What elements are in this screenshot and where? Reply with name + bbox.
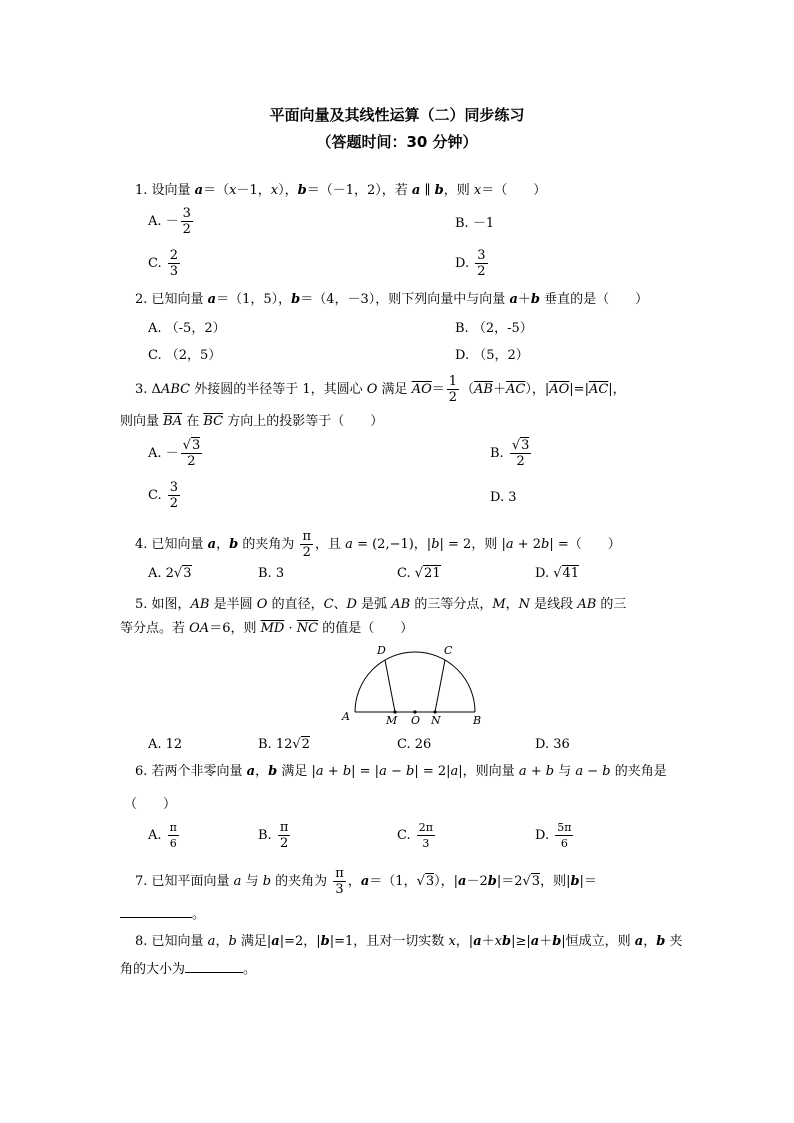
label-a: A — [342, 710, 350, 723]
q5-option-b: B. 12√2 — [258, 737, 310, 752]
segment-md — [385, 660, 395, 712]
q8-answer-blank[interactable] — [185, 972, 243, 973]
semicircle-figure — [340, 640, 490, 730]
q2-option-d: D. （5，2） — [455, 348, 529, 363]
q3-stem-line1: 3. ΔABC 外接圆的半径等于 1，其圆心 O 满足 $\overline{AO}=$ $\frac{1}{2}$ $(\overline{AB}+\overline{AC})$，$|\overline{AO}|=|\overline{AC}|$， — [135, 374, 626, 405]
q2-stem: 2. 已知向量 a＝（1，5），b＝（4，－3），则下列向量中与向量 a＋b 垂直的是（ ） — [135, 292, 649, 307]
label-c: C — [444, 644, 453, 657]
label-o: O — [411, 714, 421, 727]
q6-option-b: B. $\frac{\pi}{2}$ — [258, 820, 289, 851]
q6-stem-line2: （ ） — [124, 797, 177, 812]
q3-option-a: A. － $\frac{√3}{2}$ — [148, 438, 201, 469]
q1-option-a: A. － $\frac{3}{2}$ — [148, 206, 191, 237]
q6-option-a: A. $\frac{\pi}{6}$ — [148, 821, 177, 850]
q5-stem-line2: 等分点。若 OA＝6，则 $\overline{MD} \cdot \overline{NC}$ 的值是（ ） — [120, 621, 414, 636]
q3-option-c: C. $\frac{3}{2}$ — [148, 480, 179, 511]
q7-stem-line1: 7. 已知平面向量 a 与 b 的夹角为 $\frac{\pi}{3}$ ，a＝（1，√3），|a－2b|＝2√3，则|b|＝ — [135, 866, 597, 897]
q3-option-b: B. $\frac{√3}{2}$ — [490, 438, 530, 469]
q4-option-d: D. √41 — [535, 566, 580, 581]
q1-stem: 1. 设向量 a＝（x－1，x），b＝（－1，2），若 a ∥ b，则 x＝（ ） — [135, 183, 547, 198]
q3-stem-line2: 则向量 $\overline{BA}$ 在 $\overline{BC}$ 方向上的投影等于（ ） — [120, 414, 384, 429]
q3-option-d: D. 3 — [490, 490, 517, 505]
q2-option-c: C. （2，5） — [148, 348, 222, 363]
q6-option-c: C. $\frac{2\pi}{3}$ — [397, 821, 433, 850]
q1-option-c: C. $\frac{2}{3}$ — [148, 248, 179, 279]
label-n: N — [431, 714, 441, 727]
q6-option-d: D. $\frac{5\pi}{6}$ — [535, 821, 572, 850]
q2-option-a: A. （-5，2） — [148, 321, 226, 336]
q1-option-d: D. $\frac{3}{2}$ — [455, 248, 486, 279]
label-d: D — [377, 644, 386, 657]
q5-option-a: A. 12 — [148, 737, 183, 752]
q4-option-a: A. 2√3 — [148, 566, 192, 581]
q8-stem-line1: 8. 已知向量 a，b 满足|a|=2，|b|=1，且对一切实数 x，|a＋xb|≥|a＋b|恒成立，则 a，b 夹 — [135, 934, 683, 949]
q2-option-b: B. （2，-5） — [455, 321, 533, 336]
page-title: 平面向量及其线性运算（二）同步练习 — [269, 106, 525, 124]
segment-nc — [435, 660, 445, 712]
q5-option-d: D. 36 — [535, 737, 570, 752]
label-m: M — [386, 714, 398, 727]
q4-stem: 4. 已知向量 a，b 的夹角为 $\frac{\pi}{2}$ ，且 a = (2,−1)，|b| = 2，则 |a + 2b| =（ ） — [135, 529, 621, 560]
q7-answer-blank[interactable]: 。 — [120, 907, 205, 923]
semicircle-arc — [355, 652, 475, 712]
q1-option-b: B. －1 — [455, 216, 495, 231]
q5-stem-line1: 5. 如图，AB 是半圆 O 的直径，C、D 是弧 AB 的三等分点，M，N 是线段 AB 的三 — [135, 597, 627, 612]
q4-option-c: C. √21 — [397, 566, 441, 581]
q6-stem-line1: 6. 若两个非零向量 a，b 满足 |a + b| = |a − b| = 2|a|，则向量 a + b 与 a − b 的夹角是 — [135, 764, 667, 779]
page-subtitle: （答题时间：30 分钟） — [316, 133, 478, 151]
label-b: B — [473, 714, 482, 727]
q8-stem-line2: 角的大小为 。 — [120, 962, 257, 977]
q5-option-c: C. 26 — [397, 737, 432, 752]
q4-option-b: B. 3 — [258, 566, 285, 581]
